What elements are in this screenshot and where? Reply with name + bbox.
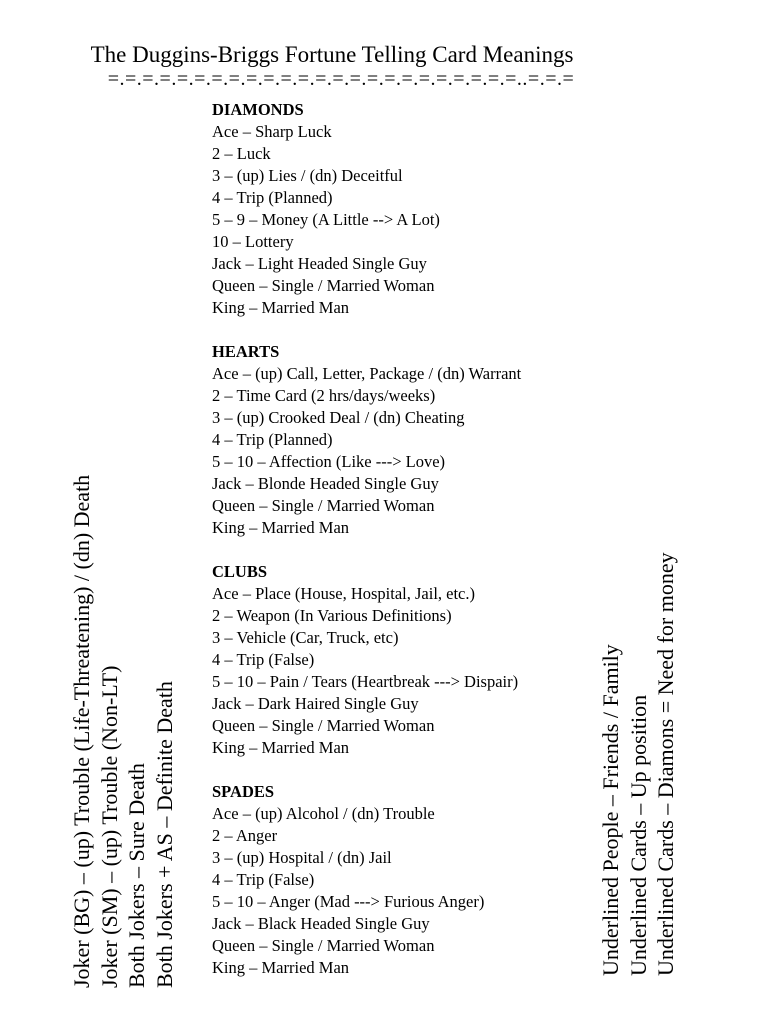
card-meaning: 2 – Luck: [212, 144, 271, 163]
card-meaning: Ace – Place (House, Hospital, Jail, etc.): [212, 584, 476, 603]
card-meaning: 5 – 10 – Pain / Tears (Heartbreak ---> Dispair): [212, 672, 519, 691]
card-meaning: 3 – (up) Crooked Deal / (dn) Cheating: [212, 408, 465, 427]
card-meaning: Queen – Single / Married Woman: [212, 496, 435, 515]
card-meaning: Jack – Blonde Headed Single Guy: [212, 474, 439, 493]
card-meaning: 2 – Weapon (In Various Definitions): [212, 606, 452, 625]
suit-section-clubs: [212, 561, 592, 759]
card-meaning: Jack – Black Headed Single Guy: [212, 914, 430, 933]
joker-note: Joker (BG) – (up) Trouble (Life-Threatening) / (dn) Death: [69, 474, 94, 988]
card-meaning: Ace – (up) Call, Letter, Package / (dn) Warrant: [212, 364, 522, 383]
underline-note: Underlined Cards – Up position: [625, 694, 651, 976]
joker-notes: [68, 475, 178, 988]
card-meaning: 3 – (up) Hospital / (dn) Jail: [212, 848, 392, 867]
suit-heading: CLUBS: [212, 562, 268, 581]
joker-note: Both Jokers + AS – Definite Death: [151, 681, 177, 988]
suit-heading: DIAMONDS: [212, 100, 304, 119]
card-meaning: 2 – Time Card (2 hrs/days/weeks): [212, 386, 436, 405]
card-meaning: King – Married Man: [212, 738, 350, 757]
card-meaning: Ace – Sharp Luck: [212, 122, 332, 141]
card-meaning: King – Married Man: [212, 298, 350, 317]
card-meaning: Queen – Single / Married Woman: [212, 716, 435, 735]
card-meaning: King – Married Man: [212, 958, 350, 977]
underline-note: Underlined Cards – Diamons = Need for money: [653, 552, 678, 976]
suit-heading: HEARTS: [212, 342, 280, 361]
card-meaning: Jack – Light Headed Single Guy: [212, 254, 427, 273]
suit-section-hearts: [212, 341, 592, 539]
title-divider: =.=.=.=.=.=.=.=.=.=.=.=.=.=.=.=.=.=.=.=.=.=.=.=..=.=.=: [107, 68, 575, 90]
card-meaning: 5 – 9 – Money (A Little --> A Lot): [212, 210, 440, 229]
card-meaning: 5 – 10 – Affection (Like ---> Love): [212, 452, 446, 471]
card-meaning: 2 – Anger: [212, 826, 278, 845]
card-meaning: 3 – Vehicle (Car, Truck, etc): [212, 628, 399, 647]
suit-heading: SPADES: [212, 782, 275, 801]
card-meaning: 4 – Trip (False): [212, 650, 315, 669]
card-meaning: Queen – Single / Married Woman: [212, 276, 435, 295]
underline-note: Underlined People – Friends / Family: [598, 644, 623, 976]
suit-section-diamonds: [212, 99, 592, 319]
card-meaning: King – Married Man: [212, 518, 350, 537]
card-meaning: Queen – Single / Married Woman: [212, 936, 435, 955]
card-meaning: 5 – 10 – Anger (Mad ---> Furious Anger): [212, 892, 485, 911]
card-meaning: 4 – Trip (Planned): [212, 430, 333, 449]
document-title: The Duggins-Briggs Fortune Telling Card Meanings: [90, 42, 574, 67]
joker-note: Both Jokers – Sure Death: [124, 763, 149, 988]
suit-section-spades: [212, 781, 592, 979]
card-meaning: 4 – Trip (False): [212, 870, 315, 889]
underline-notes: [597, 552, 680, 976]
card-meaning: Ace – (up) Alcohol / (dn) Trouble: [212, 804, 435, 823]
card-meaning: Jack – Dark Haired Single Guy: [212, 694, 419, 713]
card-meaning: 4 – Trip (Planned): [212, 188, 333, 207]
card-meaning: 3 – (up) Lies / (dn) Deceitful: [212, 166, 403, 185]
card-meaning: 10 – Lottery: [212, 232, 294, 251]
joker-note: Joker (SM) – (up) Trouble (Non-LT): [96, 665, 122, 988]
card-meanings-list: [212, 99, 592, 1001]
